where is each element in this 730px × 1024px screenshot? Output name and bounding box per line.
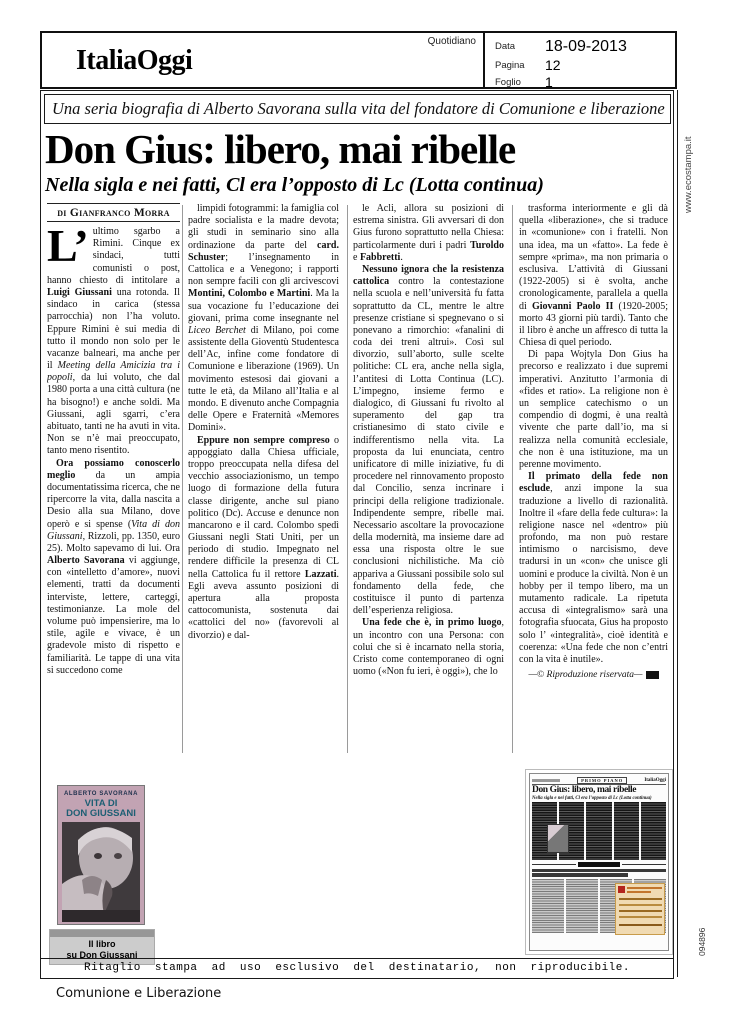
meta-label-sheet: Foglio: [495, 77, 521, 88]
book-author: ALBERTO SAVORANA: [63, 791, 139, 797]
meta-row-date: [495, 38, 675, 56]
book-cover-photo: [62, 822, 140, 922]
meta-value-date: 18-09-2013: [545, 38, 627, 55]
thumbnail-section-label: PRIMO PIANO: [577, 777, 627, 784]
thumbnail-subhead: Nella sigla e nei fatti, Cl era l’opposto di Lc (Lotta continua): [532, 795, 652, 801]
column-rule: [347, 205, 348, 753]
book-cover: [57, 785, 145, 925]
clip-number: 094896: [697, 927, 707, 956]
clipping-meta-box: [483, 33, 675, 90]
thumbnail-ad-logo: [618, 886, 625, 893]
meta-row-page: [495, 57, 675, 73]
book-cover-block: [49, 785, 157, 965]
article-frame: [40, 90, 674, 979]
outer-rule: [677, 90, 678, 977]
thumbnail-ad-box: [615, 883, 665, 935]
thumbnail-text-column: [532, 879, 564, 933]
closing-line: [519, 670, 668, 682]
thumbnail-logo: ItaliaOggi: [644, 777, 666, 783]
thumbnail-ad-line: [619, 910, 662, 912]
thumbnail-ad-line: [619, 924, 662, 926]
article-column-2: [188, 203, 339, 793]
thumbnail-headline: Don Gius: libero, mai ribelle: [532, 785, 637, 795]
meta-label-date: Data: [495, 41, 516, 52]
article-column-1: [47, 203, 180, 793]
thumbnail-text-column: [614, 802, 639, 860]
publication-type-label: Quotidiano: [427, 36, 476, 47]
thumbnail-ad-line: [619, 904, 662, 906]
thumbnail-text-column: [641, 802, 666, 860]
article-column-4: [519, 203, 668, 799]
article-subtitle: Nella sigla e nei fatti, Cl era l’opposto di Lc (Lotta continua): [45, 174, 544, 196]
thumbnail-second-headline-bar: [532, 873, 628, 877]
column-text: limpidi fotogrammi: la famiglia col padre socialista e la madre devota; gli studi in seminario sino alla ordinazione da parte del card. Schuster; l’insegnamento in Cattolica e a Venegono; i rapporti non sempre facili con gli arcivescovi Montini, Colombo e Martini. Ma la sua vocazione fu l’educazione dei giovani, prima come insegnante nel Liceo Berchet di Milano, poi come assistente della Gioventù Studentesca dell’Ac, infine come fondatore di Comunione e liberazione (1969). Un movimento estesosi dai giovani a tutte le età, da Milano all’Italia e al mondo. E divenuto anche Compagnia delle Opere e Fraternità «Memores Domini». Eppure non sempre compreso o appoggiato dalla Chiesa ufficiale, troppo preoccupata nella difesa del vecchio associazionismo, un tempo luogo di formazione della futura classe dirigente, anche sul piano politico (Dc). Accuse e denunce non mancarono e il card. Colombo spedì Giussani negli Stati Uniti, per un periodo di studio. Impegnato nel rendere difficile la presenza di CL nella Cattolica fu il rettore Lazzati. Egli aveva assunto posizioni di apertura alla proposta cattocomunista, sostenuta dai «cattolici del no» (favorevoli al divorzio) e dal-: [188, 203, 339, 641]
thumbnail-text-column: [586, 802, 611, 860]
meta-label-page: Pagina: [495, 60, 525, 71]
page-thumbnail-inner: [529, 773, 669, 951]
thumbnail-book-photo: [547, 824, 569, 853]
thumbnail-masthead: [532, 776, 666, 785]
thumbnail-columns-bottom: [532, 879, 666, 933]
book-title-line2: DON GIUSSANI: [66, 807, 136, 819]
column-text: L’ ultimo sgarbo a Rimini. Cinque ex sindaci, tutti comunisti o post, hanno chiesto di intitolare a Luigi Giussani una rotonda. Il sindaco in carica (stessa parrocchia) non l’ha voluto. Eppure Rimini è sui media di tutto il mondo non solo per le vacanze balneari, ma anche per il Meeting della Amicizia tra i popoli, da lui voluto, che dal 1980 porta a una città cultura (ne ha bisogno!) e anche soldi. Ma Giussani, agli sgarri, c’era abituato, tanti ne ha avuti in vita. Non se n’è mai preoccupato, tanto meno risentito. Ora possiamo conoscerlo meglio da un ampia documentatissima ricerca, che ne ripercorre la vita, dalla nascita a Desio alla sua Milano, dove operò e si spense (Vita di don Giussani, Rizzoli, pp. 1350, euro 25). Molto sapevamo di lui. Ora Alberto Savorana vi aggiunge, con «intelletto d’amore», nuovi elementi, tratti da documenti interviste, lettere, carteggi, testimonianze. La mole del volume può impensierire, ma lo stile, agile e vivace, è un gradevole misto di rispetto e familiarità. Le tappe di una vita si succedono come: [47, 220, 180, 676]
masthead-box: [40, 31, 677, 89]
thumbnail-second-headline-bar: [532, 869, 666, 873]
thumbnail-divider: [532, 861, 666, 868]
client-name: Comunione e Liberazione: [56, 986, 222, 1001]
thumbnail-divider-label: [578, 862, 620, 867]
byline: di Gianfranco Morra: [47, 203, 180, 222]
masthead-left: [42, 33, 483, 87]
article-column-3: [353, 203, 504, 799]
thumbnail-ad-line: [619, 916, 662, 918]
book-caption-line2: su Don Giussani: [66, 949, 138, 960]
thumbnail-ad-line: [627, 887, 662, 889]
end-mark: [646, 671, 659, 679]
thumbnail-ad-line: [619, 898, 662, 900]
column-rule: [182, 205, 183, 753]
thumbnail-columns-top: [532, 802, 666, 860]
newspaper-logo: ItaliaOggi: [76, 45, 193, 76]
thumbnail-masthead-left-bar: [532, 779, 560, 782]
column-rule: [512, 205, 513, 753]
thumbnail-text-column: [566, 879, 598, 933]
book-title-line1: VITA DI: [84, 798, 118, 809]
disclaimer-strip: Ritaglio stampa ad uso esclusivo del destinatario, non riproducibile.: [41, 958, 673, 978]
copyright-notice: —© Riproduzione riservata—: [528, 670, 643, 681]
meta-value-page: 12: [545, 57, 561, 73]
kicker: Una seria biografia di Alberto Savorana sulla vita del fondatore di Comunione e liberazione: [44, 94, 671, 124]
book-title: [58, 799, 144, 819]
article-title: Don Gius: libero, mai ribelle: [45, 126, 516, 172]
thumbnail-ad-line: [627, 891, 651, 893]
book-caption-line1: Il libro: [88, 939, 116, 949]
column-text: trasforma interiormente e gli dà quella «liberazione», che si traduce in «comunione» con i fratelli. Non una idea, ma un «fatto». La fede è sempre «prima», ma non primaria o esclusiva. L’attività di Giussani (1922-2005) si è svolta, anche cronologicamente, parallela a quella di Giovanni Paolo II (1920-2005; morto 43 giorni più tardi). Tanto che il libro è anche un affresco di tutta la Chiesa di quel periodo. Di papa Wojtyla Don Gius ha precorso e realizzato i due supremi imperativi. Anzitutto l’armonia di «fides et ratio». La religione non è un semplice catechismo o un compendio di dogmi, è una realtà vivente che parte dall’io, ma si realizza nella comunità ecclesiale, che non è una istituzione, ma un perenne movimento. Il primato della fede non esclude, anzi impone la sua traduzione a livello di razionalità. Inoltre il «fare della fede cultura»: la religione nasce nel «dentro» più profondo, ma non può restare intimismo o narcisismo, deve tradursi in un «con» che unisce gli uomini e produce la civiltà. Non è un hobby per il tempo libero, ma un mutamento radicale. La ripetuta accusa di «integralismo» sarà una fotografia sfuocata, Gius ha proposto solo l’ «integralità», cioè identità e coerenza: «Una fede che non c’entri con la vita è inutile».: [519, 203, 668, 665]
column-text: le Acli, allora su posizioni di estrema sinistra. Gli avversari di don Gius furono soprattutto nella Chiesa: particolarmente duri i padri Turoldo e Fabbretti. Nessuno ignora che la resistenza cattolica contro la contestazione nella scuola e nell’università fu fatta soprattutto da CL, mentre le altre presenze cristiane si spegnevano o si ponevano a rimorchio: «fanalini di coda dei treni altrui». Così sul divorzio, sull’aborto, sulle scelte politiche: CL era, anche nella sigla, l’antitesi di Lotta Continua (LC). L’impegno, insieme fermo e dialogico, di Giussani fu rivolto al superamento del gap tra cristianesimo di stato civile e indifferentismo nella vita. La proposta da lui enunciata, centro unificatore di mille iniziative, fu di procedere nel rinnovamento proposto dal Concilio, senza incrinare i principi della religione tradizionale. Indipendente sempre, ribelle mai. Necessario ascoltare la provocazione della modernità, ma insieme dare ad essa una risposta oltre le sue conclusioni nichilistiche. Ma ciò appariva a Giussani possibile solo sul fondamento della fede, che costituisce il punto di partenza dell’esperienza religiosa. Una fede che è, in primo luogo, un incontro con una Persona: con colui che si è incarnato nella storia, Cristo come contemporaneo di ogni uomo («Non fu ieri, è oggi»), che lo: [353, 203, 504, 678]
meta-row-sheet: [495, 74, 675, 90]
page-thumbnail: [525, 769, 673, 955]
ecostampa-site-label: www.ecostampa.it: [683, 136, 694, 213]
meta-value-sheet: 1: [545, 74, 553, 90]
